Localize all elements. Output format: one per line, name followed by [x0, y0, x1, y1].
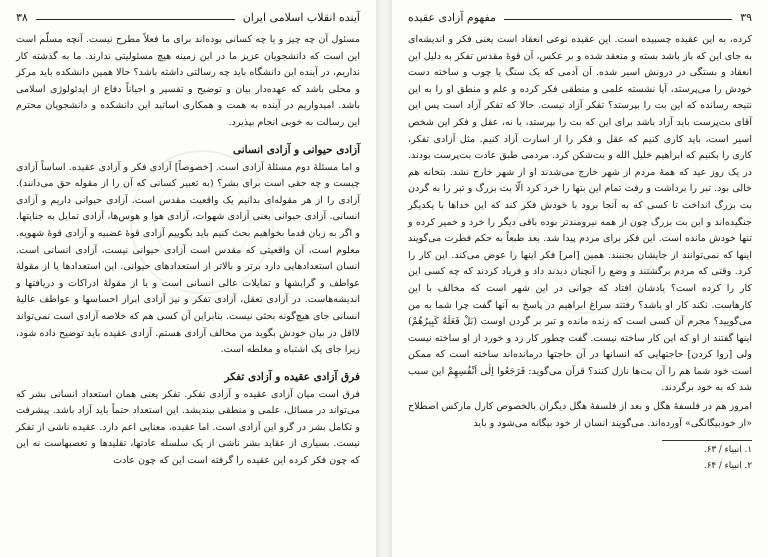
right-page-content [408, 32, 752, 541]
right-page-number: ۳۹ [740, 11, 752, 24]
left-intro-paragraph: مسئول آن چه چیز و یا چه کسانی بوده‌اند برای ما فعلاً مطرح نیست. آنچه مسلّم است این است که دانشجویان عزیز ما در این زمینه هیچ مسئولیتی ندارند. ما به گذشته کار نداریم، در آینده این دانشگاه باید چه رسالتی داشته باشد؟ حالا همین دانشکده باید مرکز و محلی باشد که عهده‌دار بیان و توضیح و تفسیر و احیاناً دفاع از ایدئولوژی اسلامی باشد. امیدواریم در آینده به همت و همکاری اساتید این دانشکده و دانشجویان محترم این رسالت به خوبی انجام بپذیرد. [16, 34, 360, 128]
left-heading-1: آزادی حیوانی و آزادی انسانی [232, 143, 360, 156]
left-header-rule [36, 19, 235, 20]
right-running-head [408, 8, 752, 24]
left-running-head [16, 8, 360, 24]
left-heading-2: فرق آزادی عقیده و آزادی تفکر [224, 370, 360, 383]
left-page-content [16, 32, 360, 541]
book-gutter [376, 0, 392, 557]
footnote-divider [662, 440, 752, 441]
left-section-2-paragraph: فرق است میان آزادی عقیده و آزادی تفکر. تفکر یعنی همان استعداد انسانی بشر که می‌تواند در مسائل، علمی و منطقی بیندیشد. این استعداد حتماً باید آزاد باشد. پیشرفت و تکامل بشر در گرو این آزادی است. اما عقیده، معنایی اعم دارد. عقیده ناشی از تفکر نیست. بسیاری از عقاید بشر ناشی از یک سلسله عادتها، تقلیدها و تعصبهاست نه این که چون فکر کرده این عقیده را گرفته است این که چون عادت [16, 388, 360, 467]
left-running-title: آینده انقلاب اسلامی ایران [242, 11, 360, 24]
left-page-number: ۳۸ [16, 11, 28, 24]
right-running-title: مفهوم آزادی عقیده [408, 11, 496, 24]
footnote-2: ۲. انبیاء / ۶۴. [703, 461, 752, 472]
footnote-1: ۱. انبیاء / ۶۳. [703, 445, 752, 456]
left-section-1-paragraph: و اما مسئلهٔ دوم مسئلهٔ آزادی است. [خصوصاً] آزادی فکر و آزادی عقیده. اساساً آزادی چیست و چه حقی است برای بشر؟ (به تعبیر کسانی که آن را از مقوله حق می‌دانند). آزادی را از هر مقوله‌ای بدانیم یک واقعیت مقدس است. آزادی حیوانی داریم و آزادی انسانی. آزادی حیوانی یعنی آزادی شهوات، آزادی هوا و هوس‌ها، آزادی تمایل به جنایتها. و اگر به زبان قدما بخواهیم بحث کنیم باید بگوییم آزادی قوهٔ غضبیه و آزادی قوهٔ شهویه. معلوم است، آن واقعیتی که مقدس است آزادی حیوانی نیست، آزادی انسانی است. انسان استعدادهایی دارد برتر و بالاتر از استعدادهای حیوانی. این استعدادها یا از مقولهٔ عواطف و گرایشها و تمایلات عالی انسانی است و یا از مقولهٔ ادراکات و دریافتها و اندیشه‌هاست. در آزادی تعقل، آزادی تفکر و نیز آزادی ابراز احساسها و عواطف عالیهٔ انسانی جای هیچ‌گونه بحثی نیست. بنابراین آن کسی هم که خلاصه آزادی است نمی‌تواند لااقل در بیان خودش بگوید من مخالف آزادی هستم. آزادی عقیده باید توضیح داده شود، زیرا جای یک اشتباه و مغلطه است. [16, 161, 360, 356]
right-paragraph-2: امروز هم در فلسفهٔ هگل و بعد از فلسفهٔ هگل دیگران بالخصوص کارل مارکس اصطلاح «از خودبیگانگی» آورده‌اند. می‌گویند انسان از خود بیگانه می‌شود و باید [408, 401, 752, 429]
right-paragraph-1: کرده، به این عقیده چسبیده است. این عقیده نوعی انعقاد است یعنی فکر و اندیشه‌ای به جای این که باز باشد بسته و منعقد شده و بر عکس، آن قوهٔ مقدس تفکر به دلیل این انعقاد و بستگی در درونش اسیر شده. آن آدمی که یک سنگ یا چوب و ساخته دست خودش را می‌پرستد، آیا نشسته علمی و منطقی فکر کرده و علم و منطق او را به این نتیجه رسانده که این بت را بپرستد؟ تفکر آزاد نیست. حالا که تفکر آزاد است پس این آقای بت‌پرست باید آزاد باشد برای این که بت را بپرستد، یا نه، عقل و فکر این شخص اسیر است، باید کاری کنیم که عقل و فکر را از اسارت آزاد کنیم. مثل آزادی تفکر، کاری را بکنیم که ابراهیم خلیل الله و بت‌شکن کرد. مردمی طبق عادت بت‌پرست بودند. در یک روز عید که همهٔ مردم از شهر خارج می‌شدند او از شهر خارج نشد. بتخانه هم خالی بود. تبر را برداشت و رفت تمام این بتها را خرد کرد الّا بت بزرگ و تبر را به گردن بت بزرگ انداخت تا کسی که به آنجا برود با خودش فکر کند که این خداها با یکدیگر جنگیده‌اند و این بت بزرگ چون از همه نیرومندتر بوده باقی دیگر را خرد و خمیر کرده و تنها خودش مانده است. این فکر برای مردم پیدا شد. بعد طبعاً به حکم فطرت می‌گویند اینها که نمی‌توانند از جایشان بجنبند. همین [امر] فکر اینها را عوض می‌کند. این کار را کرد. وقتی که مردم برگشتند و وضع را آنچنان دیدند داد و فریاد کردند که چه کسی این کار را کرده است؟ یادشان افتاد که جوانی در این شهر است که مخالف با این کارهاست. نکند کار او باشد؟ رفتند سراغ ابراهیم در پاسخ به آنها گفت چرا شما به من می‌گویید؟ مجرم آن کسی است که زنده مانده و تبر بر گردن اوست (بَلْ فَعَلَهُ کَبِیرُهُمْ) اینها گفتند از او که این کار ساخته نیست. گفت چطور کار زد و خورد از او ساخته نیست ولی [روا کردن] حاجتهایی که انسانها در آن حاجتها درمانده‌اند ساخته است که ممکن است خود شما هم را آن بت‌ها نازل کنند؟ قرآن می‌گوید: فَرَجَعُوا اِلٰی اَنْفُسِهِمْ این سبب شد که به خود برگردند. [408, 34, 752, 394]
left-page [0, 0, 376, 557]
right-page [392, 0, 768, 557]
right-header-rule [504, 19, 732, 20]
